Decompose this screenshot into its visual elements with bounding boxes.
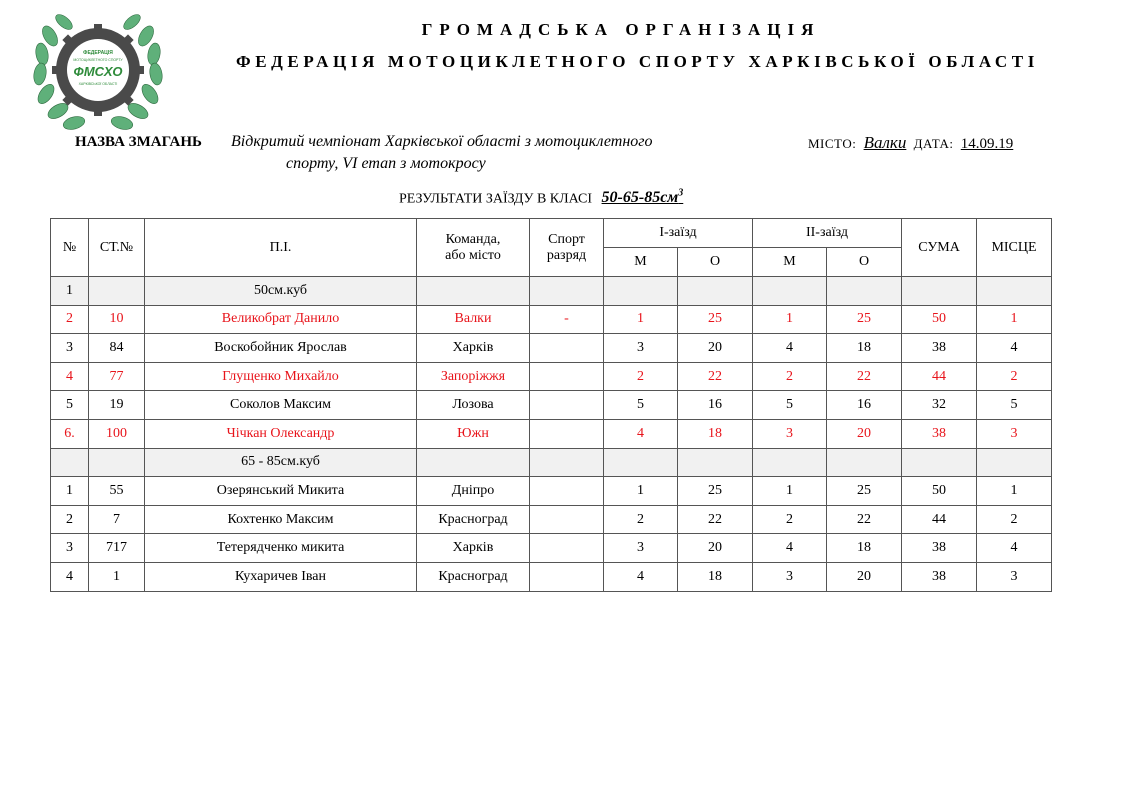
cell-o1: 25 — [678, 477, 753, 506]
cell-name: Воскобойник Ярослав — [145, 334, 417, 363]
results-class-value: 50-65-85см — [601, 189, 679, 207]
cell-m1: 3 — [604, 334, 678, 363]
table-row — [51, 334, 1052, 363]
cell-place: 3 — [977, 419, 1052, 448]
cell-o2: 25 — [827, 477, 902, 506]
cell-o2: 18 — [827, 334, 902, 363]
empty-cell — [753, 448, 827, 477]
cell-o1: 22 — [678, 505, 753, 534]
results-class — [602, 189, 684, 206]
cell-o2: 20 — [827, 562, 902, 591]
city-value: Валки — [863, 133, 907, 152]
cell-place: 1 — [977, 305, 1052, 334]
cell-m1: 2 — [604, 362, 678, 391]
competition-label: НАЗВА ЗМАГАНЬ — [75, 134, 202, 150]
cell-m2: 2 — [753, 362, 827, 391]
cell-m2: 4 — [753, 334, 827, 363]
cell-rank — [530, 562, 604, 591]
cell-m1: 2 — [604, 505, 678, 534]
cell-no: 4 — [51, 362, 89, 391]
cell-start-no: 100 — [89, 419, 145, 448]
cell-start-no: 84 — [89, 334, 145, 363]
cell-m1: 1 — [604, 305, 678, 334]
header-start-no: СТ.№ — [89, 219, 145, 277]
cell-m2: 5 — [753, 391, 827, 420]
cell-o1: 25 — [678, 305, 753, 334]
header-race1-m: М — [604, 248, 678, 277]
results-title-text: РЕЗУЛЬТАТИ ЗАЇЗДУ В КЛАСІ — [399, 191, 593, 207]
cell-name: Великобрат Данило — [145, 305, 417, 334]
cell-o1: 20 — [678, 334, 753, 363]
cell-start-no: 7 — [89, 505, 145, 534]
results-title — [399, 188, 683, 207]
cell-no: 2 — [51, 305, 89, 334]
cell-team: Лозова — [417, 391, 530, 420]
table-row — [51, 534, 1052, 563]
table-row — [51, 419, 1052, 448]
table-row — [51, 391, 1052, 420]
cell-name: Глущенко Михайло — [145, 362, 417, 391]
cell-sum: 50 — [902, 477, 977, 506]
cell-team: Харків — [417, 334, 530, 363]
cell-place: 2 — [977, 362, 1052, 391]
cell-o2: 16 — [827, 391, 902, 420]
cell-sum: 38 — [902, 334, 977, 363]
section-title: 50см.куб — [145, 277, 417, 306]
cell-start-no: 10 — [89, 305, 145, 334]
cell-start-no: 55 — [89, 477, 145, 506]
empty-cell — [604, 448, 678, 477]
cell-team: Запоріжжя — [417, 362, 530, 391]
cell-no: 1 — [51, 477, 89, 506]
cell-o2: 20 — [827, 419, 902, 448]
cell-o2: 22 — [827, 505, 902, 534]
cell-team: Харків — [417, 534, 530, 563]
cell-start-no: 19 — [89, 391, 145, 420]
cell-name: Кохтенко Максим — [145, 505, 417, 534]
cell-o2: 22 — [827, 362, 902, 391]
cell-team: Южн — [417, 419, 530, 448]
cell-place: 4 — [977, 334, 1052, 363]
cell-m1: 5 — [604, 391, 678, 420]
header-team-line2: або місто — [445, 247, 501, 263]
empty-cell — [89, 448, 145, 477]
cell-name: Кухаричев Іван — [145, 562, 417, 591]
cell-no: 4 — [51, 562, 89, 591]
cell-m1: 3 — [604, 534, 678, 563]
empty-cell — [977, 448, 1052, 477]
cell-team: Валки — [417, 305, 530, 334]
table-row — [51, 477, 1052, 506]
cell-rank — [530, 362, 604, 391]
table-row — [51, 362, 1052, 391]
cell-rank — [530, 334, 604, 363]
cell-o1: 16 — [678, 391, 753, 420]
cell-m1: 4 — [604, 562, 678, 591]
section-no — [51, 448, 89, 477]
cell-team: Дніпро — [417, 477, 530, 506]
cell-o2: 18 — [827, 534, 902, 563]
empty-cell — [604, 277, 678, 306]
cell-m2: 3 — [753, 419, 827, 448]
cell-o1: 18 — [678, 419, 753, 448]
cell-team: Красноград — [417, 562, 530, 591]
header-team-line1: Команда, — [445, 231, 501, 247]
cell-sum: 38 — [902, 419, 977, 448]
empty-cell — [827, 448, 902, 477]
org-title-line2: ФЕДЕРАЦІЯ МОТОЦИКЛЕТНОГО СПОРТУ ХАРКІВСЬКОЇ ОБЛАСТІ — [236, 52, 1039, 71]
empty-cell — [417, 448, 530, 477]
cell-sum: 32 — [902, 391, 977, 420]
header-race1-o: О — [678, 248, 753, 277]
cell-place: 1 — [977, 477, 1052, 506]
cell-m2: 3 — [753, 562, 827, 591]
section-row — [51, 277, 1052, 306]
header-place: МІСЦЕ — [977, 219, 1052, 277]
empty-cell — [827, 277, 902, 306]
cell-o1: 18 — [678, 562, 753, 591]
cell-m1: 4 — [604, 419, 678, 448]
results-table — [50, 218, 1052, 592]
table-row — [51, 305, 1052, 334]
cell-rank — [530, 534, 604, 563]
header-rank-line1: Спорт — [548, 231, 585, 247]
cell-no: 3 — [51, 534, 89, 563]
cell-no: 3 — [51, 334, 89, 363]
header-sum: СУМА — [902, 219, 977, 277]
table-row — [51, 505, 1052, 534]
cell-m1: 1 — [604, 477, 678, 506]
cell-place: 3 — [977, 562, 1052, 591]
cell-sum: 50 — [902, 305, 977, 334]
svg-text:ФЕДЕРАЦІЯ: ФЕДЕРАЦІЯ — [83, 50, 113, 56]
cell-name: Озерянський Микита — [145, 477, 417, 506]
cell-no: 2 — [51, 505, 89, 534]
section-row — [51, 448, 1052, 477]
empty-cell — [89, 277, 145, 306]
cell-rank — [530, 477, 604, 506]
cell-o2: 25 — [827, 305, 902, 334]
cell-no: 5 — [51, 391, 89, 420]
empty-cell — [530, 448, 604, 477]
header-name: П.І. — [145, 219, 417, 277]
cell-o1: 20 — [678, 534, 753, 563]
city-date-block — [808, 133, 1013, 153]
date-label: ДАТА: — [913, 136, 954, 151]
header-no: № — [51, 219, 89, 277]
cell-start-no: 1 — [89, 562, 145, 591]
cell-rank: - — [530, 305, 604, 334]
cell-sum: 38 — [902, 534, 977, 563]
empty-cell — [678, 277, 753, 306]
cell-o1: 22 — [678, 362, 753, 391]
competition-name-line1: Відкритий чемпіонат Харківської області з мотоциклетного — [231, 133, 653, 150]
header-race2-o: О — [827, 248, 902, 277]
empty-cell — [902, 448, 977, 477]
cell-rank — [530, 391, 604, 420]
cell-name: Соколов Максим — [145, 391, 417, 420]
empty-cell — [678, 448, 753, 477]
org-title-line1: ГРОМАДСЬКА ОРГАНІЗАЦІЯ — [421, 20, 821, 39]
cell-team: Красноград — [417, 505, 530, 534]
cell-rank — [530, 419, 604, 448]
cell-m2: 1 — [753, 305, 827, 334]
cell-no: 6. — [51, 419, 89, 448]
section-no: 1 — [51, 277, 89, 306]
svg-text:МОТОЦИКЛЕТНОГО СПОРТУ: МОТОЦИКЛЕТНОГО СПОРТУ — [73, 58, 123, 62]
cell-sum: 38 — [902, 562, 977, 591]
cell-name: Чічкан Олександр — [145, 419, 417, 448]
cell-m2: 2 — [753, 505, 827, 534]
empty-cell — [753, 277, 827, 306]
svg-text:ФМСХО: ФМСХО — [73, 64, 123, 79]
header-race2-m: М — [753, 248, 827, 277]
empty-cell — [530, 277, 604, 306]
header-race2: II-заїзд — [753, 219, 902, 248]
results-class-sup: 3 — [678, 188, 684, 199]
cell-place: 5 — [977, 391, 1052, 420]
header-rank-line2: разряд — [546, 247, 587, 263]
header-team — [417, 219, 530, 277]
section-title: 65 - 85см.куб — [145, 448, 417, 477]
cell-place: 4 — [977, 534, 1052, 563]
header-race1: I-заїзд — [604, 219, 753, 248]
date-value: 14.09.19 — [960, 136, 1014, 152]
cell-place: 2 — [977, 505, 1052, 534]
empty-cell — [417, 277, 530, 306]
cell-sum: 44 — [902, 505, 977, 534]
cell-m2: 1 — [753, 477, 827, 506]
cell-sum: 44 — [902, 362, 977, 391]
cell-m2: 4 — [753, 534, 827, 563]
city-label: МІСТО: — [808, 136, 857, 151]
empty-cell — [977, 277, 1052, 306]
cell-rank — [530, 505, 604, 534]
cell-name: Тетерядченко микита — [145, 534, 417, 563]
svg-text:ХАРКІВСЬКОЇ ОБЛАСТІ: ХАРКІВСЬКОЇ ОБЛАСТІ — [78, 82, 118, 86]
cell-start-no: 77 — [89, 362, 145, 391]
empty-cell — [902, 277, 977, 306]
table-row — [51, 562, 1052, 591]
header-rank — [530, 219, 604, 277]
cell-start-no: 717 — [89, 534, 145, 563]
competition-name-line2: спорту, VI етап з мотокросу — [286, 155, 486, 172]
